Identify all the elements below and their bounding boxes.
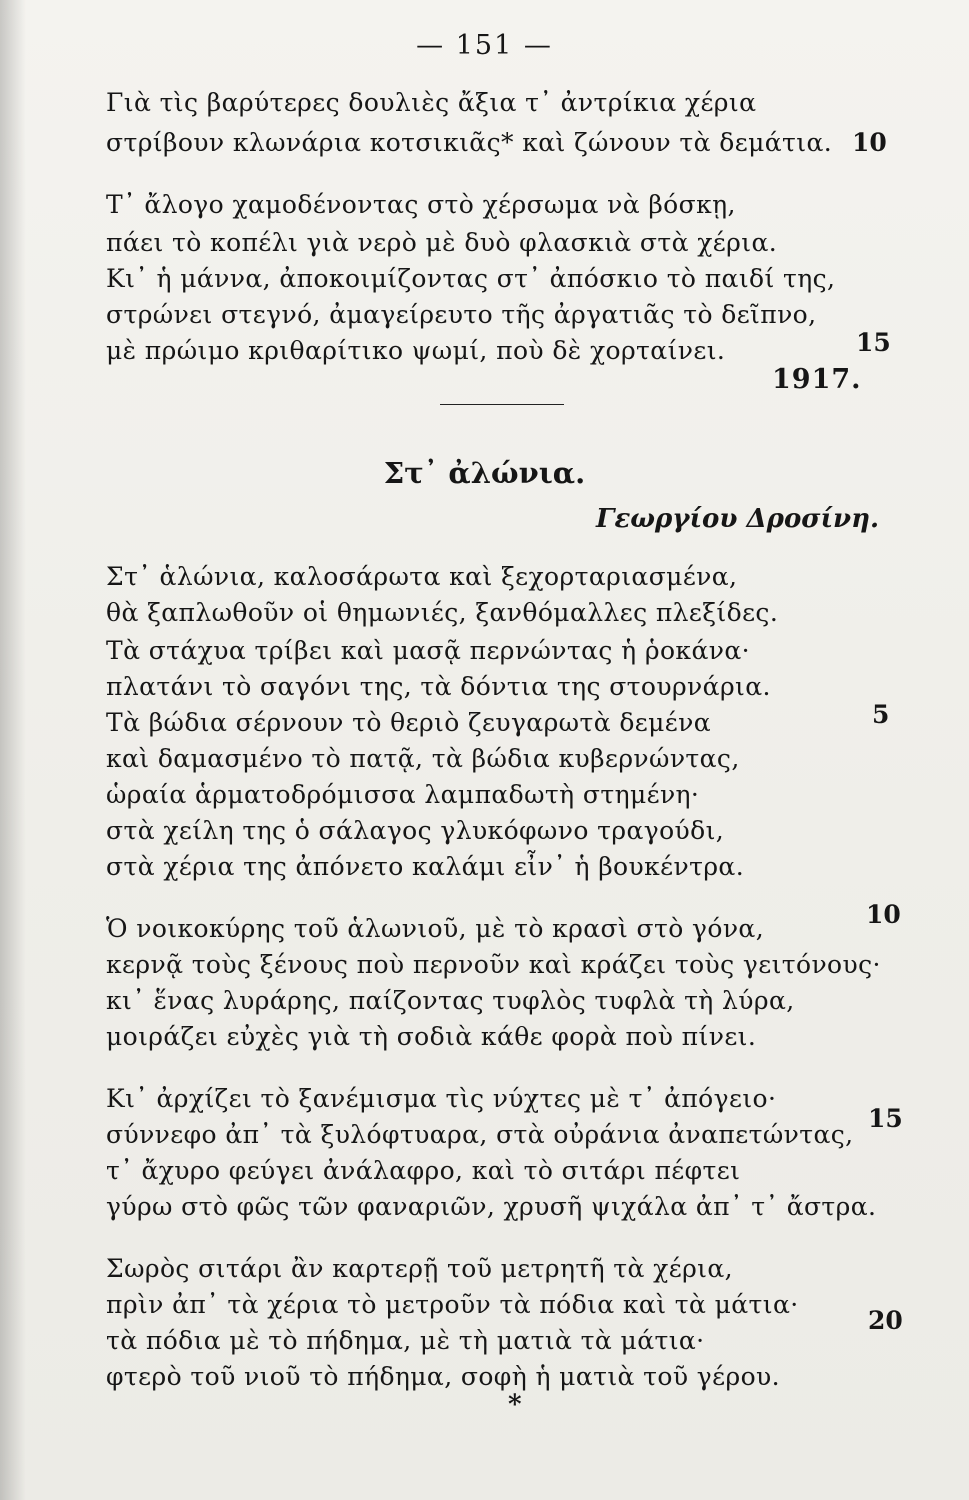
verse-line: Τὰ βώδια σέρνουν τὸ θεριὸ ζευγαρωτὰ δεμένα: [106, 708, 712, 737]
verse-line: Κι᾽ ἀρχίζει τὸ ξανέμισμα τὶς νύχτες μὲ τ᾽ ἀπόγειο·: [106, 1084, 777, 1113]
line-number: 15: [856, 328, 891, 357]
section-divider: [440, 404, 564, 405]
verse-line: στὰ χέρια της ἀπόνετο καλάμι εἶν᾽ ἡ βουκέντρα.: [106, 852, 745, 881]
verse-line: πρὶν ἀπ᾽ τὰ χέρια τὸ μετροῦν τὰ πόδια καὶ τὰ μάτια·: [106, 1290, 799, 1319]
poem-year: 1917.: [772, 364, 862, 395]
verse-line: στρώνει στεγνό, ἀμαγείρευτο τῆς ἀργατιᾶς τὸ δεῖπνο,: [106, 300, 817, 329]
end-asterisk: *: [508, 1390, 522, 1420]
verse-line: καὶ δαμασμένο τὸ πατᾷ, τὰ βώδια κυβερνώντας,: [106, 744, 740, 773]
verse-line: γύρω στὸ φῶς τῶν φαναριῶν, χρυσῆ ψιχάλα ἀπ᾽ τ᾽ ἄστρα.: [106, 1192, 877, 1221]
verse-line: στὰ χείλη της ὁ σάλαγος γλυκόφωνο τραγούδι,: [106, 816, 725, 845]
verse-line: κερνᾷ τοὺς ξένους ποὺ περνοῦν καὶ κράζει τοὺς γειτόνους·: [106, 950, 881, 979]
verse-line: Τ᾽ ἄλογο χαμοδένοντας στὸ χέρσωμα νὰ βόσκῃ,: [106, 190, 736, 219]
verse-line: πλατάνι τὸ σαγόνι της, τὰ δόντια της στουρνάρια.: [106, 672, 771, 701]
poem-title: Στ᾽ ἀλώνια.: [383, 456, 586, 490]
line-number: 10: [866, 900, 901, 929]
verse-line: στρίβουν κλωνάρια κοτσικιᾶς* καὶ ζώνουν τὰ δεμάτια.: [106, 128, 833, 157]
poem-author: Γεωργίου Δροσίνη.: [596, 504, 880, 534]
verse-line: ὡραία ἁρματοδρόμισσα λαμπαδωτὴ στημένη·: [106, 780, 700, 809]
verse-line: φτερὸ τοῦ νιοῦ τὸ πήδημα, σοφὴ ἡ ματιὰ τοῦ γέρου.: [106, 1362, 780, 1391]
verse-line: μὲ πρώιμο κριθαρίτικο ψωμί, ποὺ δὲ χορταίνει.: [106, 336, 726, 365]
verse-line: σύννεφο ἀπ᾽ τὰ ξυλόφτυαρα, στὰ οὐράνια ἀναπετώντας,: [106, 1120, 854, 1149]
line-number: 10: [852, 128, 887, 157]
verse-line: τ᾽ ἄχυρο φεύγει ἀνάλαφρο, καὶ τὸ σιτάρι πέφτει: [106, 1156, 741, 1185]
page-number: — 151 —: [416, 30, 553, 61]
verse-line: Τὰ στάχυα τρίβει καὶ μασᾷ περνώντας ἡ ῥοκάνα·: [106, 636, 750, 665]
line-number: 20: [868, 1306, 903, 1335]
verse-line: τὰ πόδια μὲ τὸ πήδημα, μὲ τὴ ματιὰ τὰ μάτια·: [106, 1326, 705, 1355]
verse-line: Στ᾽ ἁλώνια, καλοσάρωτα καὶ ξεχορταριασμένα,: [106, 562, 738, 591]
verse-line: κι᾽ ἕνας λυράρης, παίζοντας τυφλὸς τυφλὰ τὴ λύρα,: [106, 986, 795, 1015]
line-number: 15: [868, 1104, 903, 1133]
page-edge-shadow: [0, 0, 26, 1500]
verse-line: Κι᾽ ἡ μάννα, ἀποκοιμίζοντας στ᾽ ἀπόσκιο τὸ παιδί της,: [106, 264, 836, 293]
verse-line: Ὁ νοικοκύρης τοῦ ἁλωνιοῦ, μὲ τὸ κρασὶ στὸ γόνα,: [106, 914, 765, 943]
verse-line: θὰ ξαπλωθοῦν οἱ θημωνιές, ξανθόμαλλες πλεξίδες.: [106, 598, 779, 627]
verse-line: πάει τὸ κοπέλι γιὰ νερὸ μὲ δυὸ φλασκιὰ στὰ χέρια.: [106, 228, 778, 257]
line-number: 5: [872, 700, 890, 729]
verse-line: μοιράζει εὐχὲς γιὰ τὴ σοδιὰ κάθε φορὰ ποὺ πίνει.: [106, 1022, 757, 1051]
verse-line: Σωρὸς σιτάρι ἂν καρτερῇ τοῦ μετρητῆ τὰ χέρια,: [106, 1254, 733, 1283]
verse-line: Γιὰ τὶς βαρύτερες δουλιὲς ἄξια τ᾽ ἀντρίκια χέρια: [106, 88, 757, 117]
